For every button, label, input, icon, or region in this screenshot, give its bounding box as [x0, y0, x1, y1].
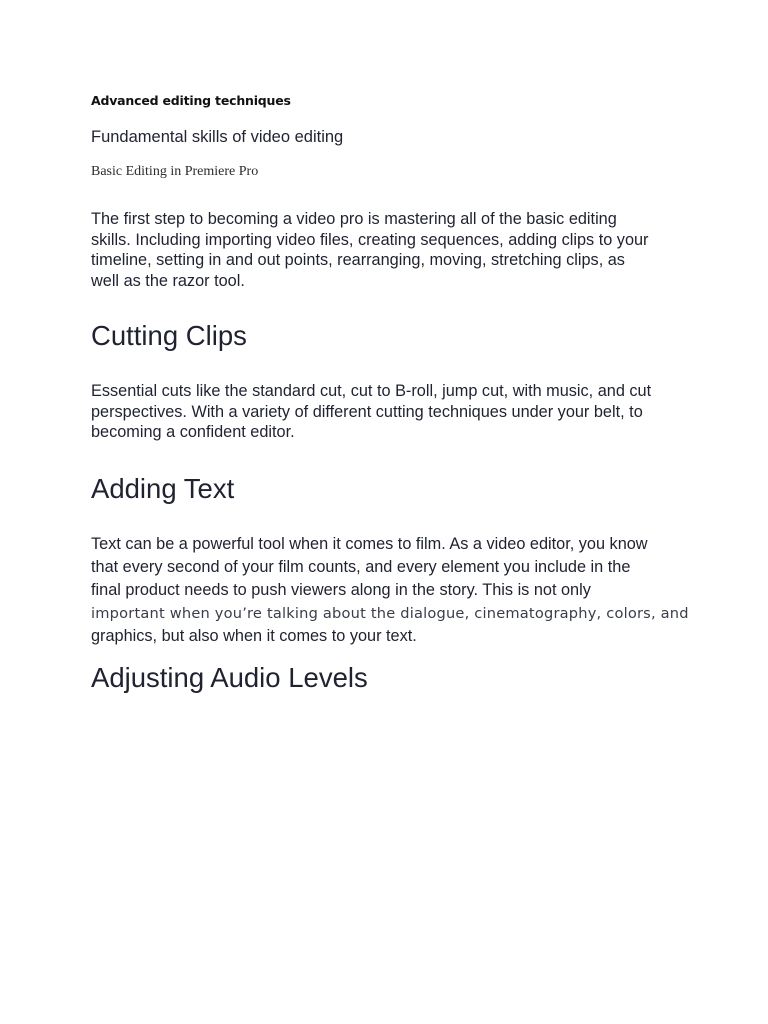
section-heading-adjusting-audio-levels: Adjusting Audio Levels — [91, 662, 368, 693]
paragraph-line: Text can be a powerful tool when it comes to film. As a video editor, you know — [91, 535, 648, 553]
paragraph-line: Essential cuts like the standard cut, cut to B-roll, jump cut, with music, and cut — [91, 382, 652, 400]
document-small-title: Advanced editing techniques — [91, 93, 291, 108]
adding-text-paragraph — [91, 533, 689, 648]
paragraph-line: graphics, but also when it comes to your text. — [91, 627, 417, 645]
paragraph-line: skills. Including importing video files, creating sequences, adding clips to your — [91, 230, 649, 249]
paragraph-line: well as the razor tool. — [91, 271, 245, 290]
paragraph-line: The first step to becoming a video pro is mastering all of the basic editing — [91, 210, 617, 228]
intro-paragraph — [91, 209, 648, 291]
paragraph-line: timeline, setting in and out points, rearranging, moving, stretching clips, as — [91, 251, 625, 269]
cutting-clips-paragraph — [91, 381, 651, 443]
document-serif-line: Basic Editing in Premiere Pro — [91, 164, 259, 179]
paragraph-line: perspectives. With a variety of different cutting techniques under your belt, to — [91, 402, 643, 421]
paragraph-line: important when you’re talking about the dialogue, cinematography, colors, and — [91, 605, 689, 622]
paragraph-line: becoming a confident editor. — [91, 423, 295, 441]
paragraph-line: that every second of your film counts, and every element you include in the — [91, 558, 631, 576]
section-heading-cutting-clips: Cutting Clips — [91, 320, 247, 351]
section-heading-adding-text: Adding Text — [91, 473, 235, 504]
paragraph-line: final product needs to push viewers along in the story. This is not only — [91, 581, 591, 599]
document-subtitle: Fundamental skills of video editing — [91, 128, 344, 146]
